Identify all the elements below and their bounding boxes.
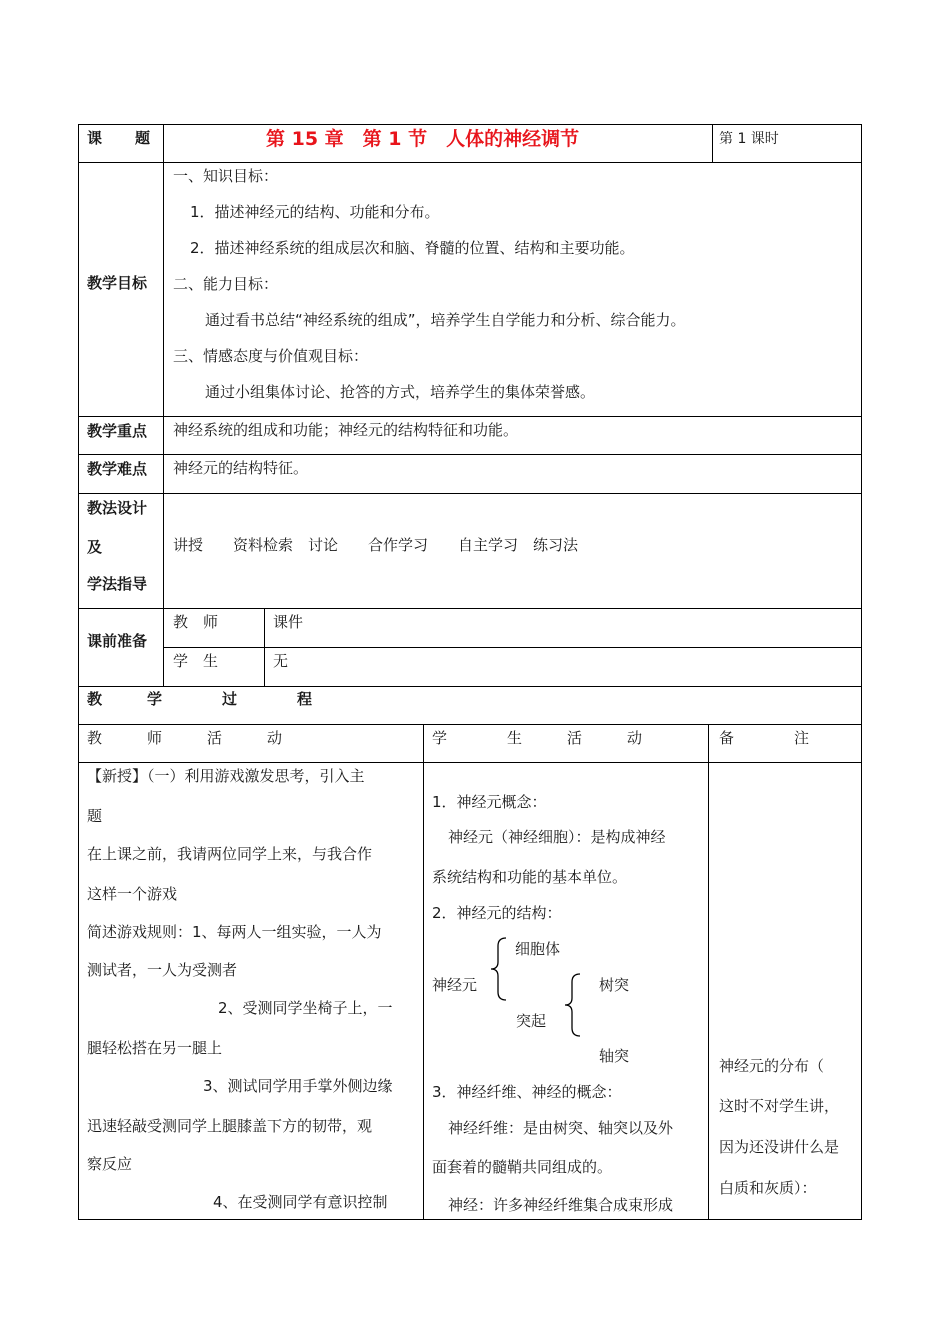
row-divider	[78, 416, 862, 417]
process-title: 教 学 过 程	[87, 690, 313, 708]
table-border-top	[78, 124, 862, 125]
column-header-teacher: 教 师 活 动	[87, 729, 283, 747]
teacher-line: 简述游戏规则：1、每两人一组实验，一人为	[87, 923, 382, 941]
label-column-divider	[163, 124, 164, 686]
prep-who: 教 师	[173, 613, 219, 631]
teacher-line: 2、受测同学坐椅子上，一	[218, 999, 393, 1017]
student-line: 3．神经纤维、神经的概念：	[432, 1083, 622, 1101]
teacher-line: 测试者，一人为受测者	[87, 961, 238, 979]
header-label: 课 题	[87, 129, 152, 147]
teacher-line: 3、测试同学用手掌外侧边缘	[203, 1077, 393, 1095]
student-line: 系统结构和功能的基本单位。	[432, 868, 628, 886]
note-line: 这时不对学生讲，	[719, 1097, 840, 1115]
difficulties-label: 教学难点	[87, 460, 148, 478]
page-title: 第 15 章 第 1 节 人体的神经调节	[266, 128, 580, 150]
methods-label-line: 学法指导	[87, 575, 148, 593]
objective-line: 1．描述神经元的结构、功能和分布。	[190, 203, 440, 221]
objective-line: 二、能力目标：	[173, 275, 279, 293]
note-line: 白质和灰质）：	[719, 1179, 817, 1197]
teacher-line: 腿轻松搭在另一腿上	[87, 1039, 223, 1057]
difficulties-text: 神经元的结构特征。	[173, 459, 309, 477]
prep-what: 课件	[273, 613, 304, 631]
column-header-student: 学 生 活 动	[432, 729, 643, 747]
row-divider	[78, 162, 862, 163]
objective-line: 2．描述神经系统的组成层次和脑、脊髓的位置、结构和主要功能。	[190, 239, 635, 257]
objective-line: 一、知识目标：	[173, 167, 279, 185]
prep-who: 学 生	[173, 652, 219, 670]
row-divider	[78, 454, 862, 455]
table-border-left	[78, 124, 79, 1220]
process-divider-1	[423, 724, 424, 1220]
objective-line: 通过小组集体讨论、抢答的方式，培养学生的集体荣誉感。	[205, 383, 596, 401]
teacher-line: 题	[87, 807, 103, 825]
row-divider	[78, 724, 862, 725]
student-line: 神经：许多神经纤维集合成束形成	[448, 1196, 674, 1214]
methods-label-line: 教法设计	[87, 499, 148, 517]
diagram-root: 神经元	[432, 976, 478, 994]
note-line: 神经元的分布（	[719, 1057, 825, 1075]
brace-icon	[562, 972, 586, 1038]
student-line: 面套着的髓鞘共同组成的。	[432, 1158, 613, 1176]
diagram-branch: 突起	[516, 1012, 547, 1030]
brace-icon	[488, 936, 512, 1002]
diagram-branch: 细胞体	[515, 940, 561, 958]
teacher-line: 这样一个游戏	[87, 885, 178, 903]
student-line: 神经纤维：是由树突、轴突以及外	[448, 1119, 674, 1137]
row-divider	[78, 608, 862, 609]
table-border-bottom	[78, 1219, 862, 1220]
prep-row-divider	[164, 647, 862, 648]
key-points-text: 神经系统的组成和功能；神经元的结构特征和功能。	[173, 421, 519, 439]
key-points-label: 教学重点	[87, 422, 148, 440]
teacher-line: 在上课之前，我请两位同学上来，与我合作	[87, 845, 373, 863]
row-divider	[78, 686, 862, 687]
row-divider	[78, 493, 862, 494]
preparation-label: 课前准备	[87, 632, 148, 650]
methods-label-line: 及	[87, 538, 103, 556]
teacher-line: 【新授】（一）利用游戏激发思考，引入主	[87, 767, 365, 785]
teacher-line: 4、在受测同学有意识控制	[213, 1193, 388, 1211]
diagram-sub: 树突	[599, 976, 630, 994]
column-header-notes: 备 注	[719, 729, 810, 747]
student-line: 2．神经元的结构：	[432, 904, 562, 922]
row-divider	[78, 762, 862, 763]
teacher-line: 迅速轻敲受测同学上腿膝盖下方的韧带，观	[87, 1117, 373, 1135]
student-line: 1．神经元概念：	[432, 793, 547, 811]
prep-what: 无	[273, 652, 289, 670]
objective-line: 三、情感态度与价值观目标：	[173, 347, 369, 365]
diagram-sub: 轴突	[599, 1047, 630, 1065]
period-label: 第 1 课时	[719, 131, 779, 147]
methods-text: 讲授 资料检索 讨论 合作学习 自主学习 练习法	[173, 536, 579, 554]
period-divider	[712, 124, 713, 162]
process-divider-2	[708, 724, 709, 1220]
student-line: 神经元（神经细胞）：是构成神经	[448, 828, 666, 846]
objective-line: 通过看书总结“神经系统的组成”，培养学生自学能力和分析、综合能力。	[205, 311, 686, 329]
teacher-line: 察反应	[87, 1155, 133, 1173]
table-border-right	[861, 124, 862, 1220]
objectives-label: 教学目标	[87, 274, 148, 292]
note-line: 因为还没讲什么是	[719, 1138, 840, 1156]
